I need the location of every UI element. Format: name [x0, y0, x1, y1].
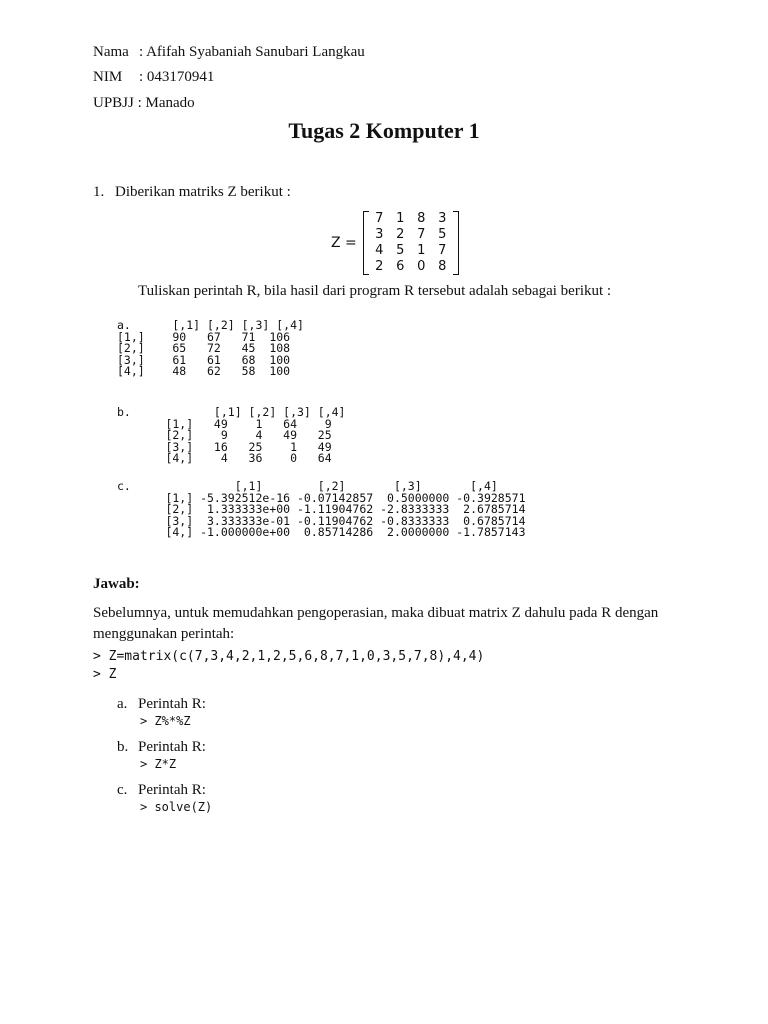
matrix-row — [369, 211, 453, 227]
matrix-cell: 7 — [438, 243, 447, 258]
matrix-cell: 2 — [396, 227, 405, 242]
matrix-brackets — [363, 211, 459, 275]
r-output-c: c. [,1] [,2] [,3] [,4] [1,] -5.392512e-16 -0.07142857 0.5000000 -0.3928571 [2,] 1.333333e+00 -1.11904762 -2.8333333 2.6785714 [3,] 3.333333e-01 -0.11904762 -0.8333333 0.6785714 [4,] -1.000000e+00 0.85714286 2.0000000 -1.7857143 — [117, 479, 526, 539]
matrix-z — [331, 211, 459, 275]
item-label: Perintah R: — [138, 782, 206, 798]
answer-item-a — [117, 696, 206, 713]
matrix-cell: 4 — [375, 243, 384, 258]
nim-value: : 043170941 — [139, 69, 215, 85]
question-number: 1. — [93, 184, 105, 200]
matrix-cell: 3 — [438, 211, 447, 226]
matrix-label: Z = — [331, 235, 357, 251]
matrix-cell: 7 — [417, 227, 426, 242]
answer-heading: Jawab: — [93, 576, 140, 592]
document-title: Tugas 2 Komputer 1 — [288, 118, 480, 143]
matrix-row — [369, 259, 453, 275]
item-label: Perintah R: — [138, 696, 206, 712]
item-letter: a. — [117, 696, 128, 712]
matrix-cell: 2 — [375, 259, 384, 274]
nim-label: NIM — [93, 69, 123, 85]
item-letter: b. — [117, 739, 129, 755]
item-letter: c. — [117, 782, 128, 798]
upbjj-line — [93, 94, 195, 112]
r-command-a: > Z%*%Z — [140, 714, 191, 728]
instruction-text: Tuliskan perintah R, bila hasil dari program R tersebut adalah sebagai berikut : — [138, 283, 612, 299]
nim-line — [93, 68, 214, 86]
matrix-cell: 1 — [417, 243, 426, 258]
nama-value: : Afifah Syabaniah Sanubari Langkau — [139, 44, 365, 60]
matrix-cell: 5 — [438, 227, 447, 242]
nama-label: Nama — [93, 44, 129, 60]
matrix-cell: 5 — [396, 243, 405, 258]
answer-item-b — [117, 739, 206, 756]
r-command-c: > solve(Z) — [140, 800, 213, 814]
matrix-cell: 7 — [375, 211, 384, 226]
r-command-b: > Z*Z — [140, 757, 177, 771]
matrix-row — [369, 243, 453, 259]
r-output-a: a. [,1] [,2] [,3] [,4] [1,] 90 67 71 106 [2,] 65 72 45 108 [3,] 61 61 68 100 [4,] 48 62 58 100 — [117, 318, 304, 378]
upbjj-value: : Manado — [137, 95, 195, 111]
answer-item-c — [117, 782, 206, 799]
r-command-print-z: > Z — [93, 667, 117, 682]
matrix-cell: 0 — [417, 259, 426, 274]
matrix-cell: 8 — [417, 211, 426, 226]
matrix-cell: 1 — [396, 211, 405, 226]
matrix-cell: 3 — [375, 227, 384, 242]
matrix-row — [369, 227, 453, 243]
matrix-table — [369, 211, 453, 275]
r-output-b: b. [,1] [,2] [,3] [,4] [1,] 49 1 64 9 [2,] 9 4 49 25 [3,] 16 25 1 49 [4,] 4 36 0 64 — [117, 405, 346, 465]
matrix-cell: 6 — [396, 259, 405, 274]
matrix-cell: 8 — [438, 259, 447, 274]
upbjj-label: UPBJJ — [93, 95, 134, 111]
answer-intro: Sebelumnya, untuk memudahkan pengoperasian, maka dibuat matrix Z dahulu pada R dengan menggunakan perintah: — [93, 605, 659, 642]
r-command-create-matrix: > Z=matrix(c(7,3,4,2,1,2,5,6,8,7,1,0,3,5,7,8),4,4) — [93, 649, 485, 664]
question-text: Diberikan matriks Z berikut : — [115, 184, 291, 200]
question-1 — [93, 184, 291, 201]
nama-line — [93, 43, 365, 61]
item-label: Perintah R: — [138, 739, 206, 755]
